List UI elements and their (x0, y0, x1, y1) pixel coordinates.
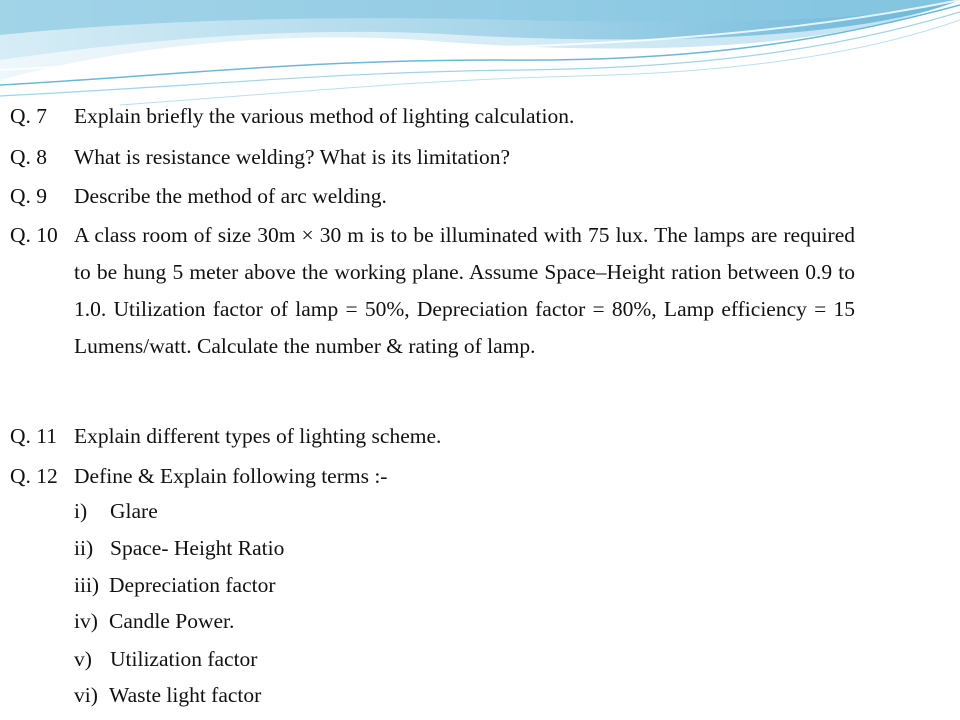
question-text: What is resistance welding? What is its limitation? (74, 145, 511, 169)
question-number: Q. 7 (10, 104, 48, 128)
question-item-7 (10, 98, 855, 135)
question-number: Q. 9 (10, 184, 48, 208)
term-text: Depreciation factor (109, 573, 276, 597)
term-item-candle-power (74, 603, 234, 640)
question-text: A class room of size 30m × 30 m is to be illuminated with 75 lux. The lamps are required to be hung 5 meter above the working plane. Assume Space–Height ration between 0.9 to 1.0. Utilization factor of lamp = 50%, Depreciation factor = 80%, Lamp efficiency = 15 Lumens/watt. Calculate the number & rating of lamp. (74, 223, 855, 358)
question-number: Q. 11 (10, 424, 57, 448)
term-numeral: v) (74, 647, 92, 671)
term-text: Glare (110, 499, 158, 523)
term-item-waste-light-factor (74, 677, 261, 714)
question-item-11 (10, 418, 855, 455)
term-numeral: vi) (74, 683, 98, 707)
header-wave-decoration (0, 0, 960, 110)
question-number: Q. 8 (10, 145, 48, 169)
term-item-glare (74, 493, 158, 530)
term-text: Space- Height Ratio (110, 536, 285, 560)
term-item-utilization-factor (74, 641, 257, 678)
term-text: Utilization factor (110, 647, 258, 671)
question-number: Q. 12 (10, 464, 58, 488)
question-text: Explain briefly the various method of lighting calculation. (74, 104, 575, 128)
question-item-10 (10, 217, 855, 365)
term-item-space-height-ratio (74, 530, 284, 567)
term-numeral: i) (74, 499, 88, 523)
term-numeral: ii) (74, 536, 94, 560)
question-text: Describe the method of arc welding. (74, 184, 387, 208)
term-text: Waste light factor (109, 683, 262, 707)
question-item-9 (10, 178, 855, 215)
question-text: Define & Explain following terms :- (74, 464, 388, 488)
term-numeral: iii) (74, 573, 100, 597)
question-text: Explain different types of lighting scheme. (74, 424, 442, 448)
term-text: Candle Power. (109, 609, 235, 633)
question-item-8 (10, 139, 855, 176)
term-numeral: iv) (74, 609, 98, 633)
question-number: Q. 10 (10, 223, 58, 247)
term-item-depreciation-factor (74, 567, 276, 604)
question-item-12 (10, 458, 855, 495)
